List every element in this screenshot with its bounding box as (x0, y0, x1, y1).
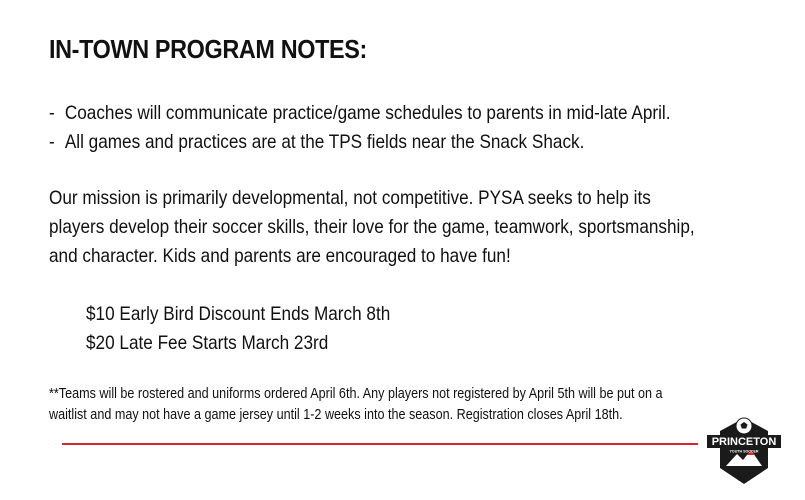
mission-statement (49, 184, 695, 271)
note-text: All games and practices are at the TPS fields near the Snack Shack. (64, 131, 585, 153)
note-text: Coaches will communicate practice/game schedules to parents in mid-late April. (64, 102, 671, 124)
mission-line: and character. Kids and parents are encouraged to have fun! (49, 245, 511, 267)
list-item: - Coaches will communicate practice/game schedules to parents in mid-late April. (49, 102, 671, 124)
logo-subtitle: YOUTH SOCCER (729, 449, 759, 454)
page-title: IN-TOWN PROGRAM NOTES: (49, 34, 367, 64)
list-item: - All games and practices are at the TPS fields near the Snack Shack. (49, 131, 585, 153)
late-fee: $20 Late Fee Starts March 23rd (86, 332, 329, 354)
mission-line: Our mission is primarily developmental, not competitive. PYSA seeks to help its (49, 187, 651, 209)
red-divider (62, 443, 698, 445)
footnote-line: **Teams will be rostered and uniforms ordered April 6th. Any players not registered by April 5th will be put on a (49, 385, 663, 402)
mission-line: players develop their soccer skills, their love for the game, teamwork, sportsmanship, (49, 216, 695, 238)
early-bird-discount: $10 Early Bird Discount Ends March 8th (86, 303, 391, 325)
logo-name: PRINCETON (711, 436, 777, 448)
footnote (49, 383, 663, 425)
notes-list (49, 99, 670, 157)
princeton-logo (706, 412, 782, 488)
footnote-line: waitlist and may not have a game jersey until 1-2 weeks into the season. Registration closes April 18th. (49, 406, 623, 423)
fee-notes (86, 300, 390, 358)
